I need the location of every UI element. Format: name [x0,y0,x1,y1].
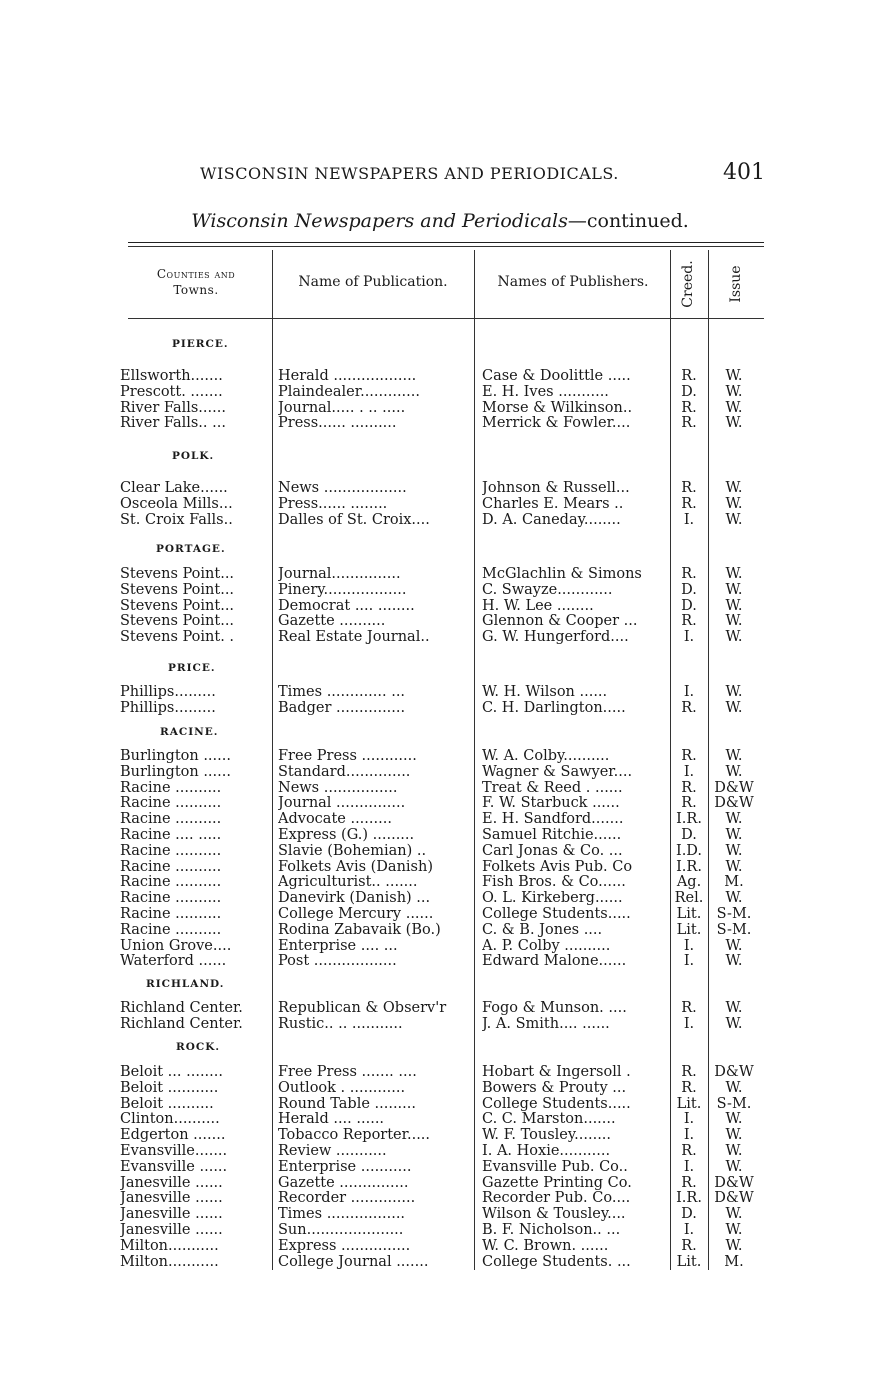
publication-cell: Standard.............. [278,763,411,780]
issue-cell: W. [725,890,743,907]
creed-cell: R. [681,1079,697,1096]
publication-cell: Times ............. ... [278,684,406,700]
issue-cell: D&W [714,795,754,812]
creed-cell: D. [681,827,697,843]
table-row [0,874,884,890]
table-row [0,1143,884,1159]
publication-cell: Times ................. [278,1206,406,1223]
table-row [0,1159,884,1175]
publisher-cell: Glennon & Cooper ... [482,613,638,630]
table-row [0,953,884,969]
publication-cell: Plaindealer............. [278,383,420,400]
issue-cell: W. [725,763,743,780]
town-cell: Beloit ........... [120,1079,219,1096]
table-row [0,684,884,700]
issue-cell: W. [725,937,743,954]
publisher-cell: Evansville Pub. Co.. [482,1158,628,1175]
publication-cell: Gazette ............... [278,1174,409,1191]
table-row [0,906,884,922]
table-row [0,1238,884,1254]
section-label: PIERCE. [172,338,229,350]
subtitle-suffix: —continued. [567,210,689,232]
town-cell: Phillips......... [120,684,216,700]
table-row [0,1175,884,1191]
town-cell: Phillips......... [120,699,216,716]
publication-cell: Journal..... . .. ..... [278,399,406,416]
table-row [0,843,884,859]
issue-cell: W. [725,1015,743,1032]
town-cell: Waterford ...... [120,953,227,970]
publication-cell: News ................ [278,779,398,796]
section-label: PRICE. [168,662,216,674]
town-cell: Janesville ...... [120,1206,223,1223]
publication-cell: Round Table ......... [278,1095,416,1112]
issue-cell: M. [724,1253,744,1270]
town-cell: Stevens Point... [120,566,235,582]
publication-cell: Folkets Avis (Danish) [278,858,433,875]
section-label: RICHLAND. [146,978,225,990]
table-row [0,1127,884,1143]
issue-cell: W. [725,415,743,432]
town-cell: River Falls.. ... [120,415,226,432]
creed-cell: I. [683,953,695,970]
publication-cell: News .................. [278,480,407,496]
town-cell: Racine .......... [120,858,222,875]
publisher-cell: McGlachlin & Simons [482,566,642,582]
publisher-cell: C. & B. Jones .... [482,921,603,938]
publication-cell: Real Estate Journal.. [278,629,430,646]
creed-cell: Rel. [674,890,704,907]
table-row [0,1080,884,1096]
issue-cell: W. [725,684,743,700]
publication-cell: Enterprise ........... [278,1158,412,1175]
publisher-cell: Wagner & Sawyer.... [482,763,633,780]
publisher-cell: H. W. Lee ........ [482,597,594,614]
publisher-cell: W. F. Tousley........ [482,1127,612,1144]
creed-cell: R. [681,1174,697,1191]
table-row [0,922,884,938]
publisher-cell: Morse & Wilkinson.. [482,399,633,416]
publication-cell: Review ........... [278,1143,387,1159]
issue-cell: W. [725,1222,743,1238]
publisher-cell: Wilson & Tousley.... [482,1206,626,1223]
issue-cell: W. [725,1079,743,1096]
header-counties-line2: Towns. [173,283,219,297]
publisher-cell: Hobart & Ingersoll . [482,1064,631,1080]
publisher-cell: C. H. Darlington..... [482,699,626,716]
creed-cell: R. [681,368,697,384]
publication-cell: Advocate ......... [278,811,392,828]
publication-cell: Outlook . ............ [278,1079,406,1096]
table-row [0,496,884,512]
publication-cell: Journal ............... [278,795,406,812]
issue-cell: W. [725,748,743,764]
creed-cell: R. [681,779,697,796]
town-cell: Stevens Point... [120,581,235,598]
creed-cell: I. [683,1158,695,1175]
header-rule [128,318,764,319]
creed-cell: D. [681,383,697,400]
creed-cell: R. [681,495,697,512]
publication-cell: Enterprise .... ... [278,937,398,954]
issue-cell: W. [725,858,743,875]
creed-cell: R. [681,480,697,496]
issue-cell: W. [725,1158,743,1175]
issue-cell: W. [725,581,743,598]
section-label: POLK. [172,450,215,462]
publisher-cell: D. A. Caneday........ [482,511,621,528]
issue-cell: W. [725,1111,743,1128]
creed-cell: I. [683,1111,695,1128]
creed-cell: I. [683,937,695,954]
creed-cell: I. [683,629,695,646]
town-cell: Evansville....... [120,1143,228,1159]
town-cell: Milton........... [120,1237,219,1254]
table-row [0,582,884,598]
issue-cell: S-M. [716,921,752,938]
creed-cell: Lit. [676,1253,702,1270]
publisher-cell: Charles E. Mears .. [482,495,624,512]
creed-cell: I. [683,1222,695,1238]
publisher-cell: Johnson & Russell... [482,480,630,496]
publication-cell: Free Press ....... .... [278,1064,417,1080]
publisher-cell: W. C. Brown. ...... [482,1237,609,1254]
publisher-cell: College Students. ... [482,1253,631,1270]
issue-cell: W. [725,511,743,528]
table-row [0,415,884,431]
town-cell: Richland Center. [120,1000,243,1016]
creed-cell: I.R. [676,811,702,828]
creed-cell: R. [681,795,697,812]
town-cell: Janesville ...... [120,1190,223,1207]
table-row [0,598,884,614]
town-cell: Osceola Mills... [120,495,233,512]
town-cell: Racine .......... [120,874,222,891]
publisher-cell: Edward Malone...... [482,953,627,970]
publisher-cell: E. H. Ives ........... [482,383,609,400]
town-cell: Racine .......... [120,779,222,796]
issue-cell: M. [724,874,744,891]
publication-cell: Herald .................. [278,368,417,384]
publisher-cell: F. W. Starbuck ...... [482,795,620,812]
town-cell: Racine .......... [120,921,222,938]
publication-cell: Free Press ............ [278,748,417,764]
publication-cell: Tobacco Reporter..... [278,1127,431,1144]
publisher-cell: Fish Bros. & Co...... [482,874,626,891]
issue-cell: W. [725,1143,743,1159]
table-row [0,1190,884,1206]
town-cell: Richland Center. [120,1015,243,1032]
issue-cell: W. [725,495,743,512]
town-cell: Evansville ...... [120,1158,228,1175]
creed-cell: Lit. [676,921,702,938]
issue-cell: D&W [714,779,754,796]
creed-cell: I. [683,1127,695,1144]
publication-cell: Democrat .... ........ [278,597,415,614]
creed-cell: D. [681,597,697,614]
table-row [0,1254,884,1270]
table-row [0,859,884,875]
town-cell: Ellsworth....... [120,368,223,384]
creed-cell: R. [681,1237,697,1254]
creed-cell: I. [683,684,695,700]
publication-cell: Rodina Zabavaik (Bo.) [278,921,441,938]
publication-cell: Pinery.................. [278,581,407,598]
page-number: 401 [723,160,765,185]
creed-cell: Lit. [676,906,702,922]
creed-cell: D. [681,1206,697,1223]
issue-cell: W. [725,842,743,859]
table-row [0,1111,884,1127]
table-row [0,700,884,716]
town-cell: River Falls...... [120,399,226,416]
creed-cell: R. [681,699,697,716]
creed-cell: R. [681,399,697,416]
publication-cell: Press...... ........ [278,495,388,512]
issue-cell: W. [725,597,743,614]
publisher-cell: Carl Jonas & Co. ... [482,842,623,859]
issue-cell: W. [725,827,743,843]
table-row [0,938,884,954]
top-rule [128,242,764,243]
publication-cell: College Mercury ...... [278,906,434,922]
town-cell: Burlington ...... [120,763,231,780]
creed-cell: I.R. [676,1190,702,1207]
town-cell: Racine .......... [120,906,222,922]
town-cell: Edgerton ....... [120,1127,226,1144]
publisher-cell: College Students..... [482,906,631,922]
publication-cell: Slavie (Bohemian) .. [278,842,427,859]
creed-cell: I. [683,763,695,780]
issue-cell: W. [725,1000,743,1016]
table-row [0,811,884,827]
publisher-cell: Samuel Ritchie...... [482,827,622,843]
publisher-cell: College Students..... [482,1095,631,1112]
publication-cell: Danevirk (Danish) ... [278,890,431,907]
running-title: WISCONSIN NEWSPAPERS AND PERIODICALS. [200,164,619,183]
publication-cell: Herald .... ...... [278,1111,385,1128]
creed-cell: I. [683,1015,695,1032]
issue-cell: W. [725,629,743,646]
town-cell: Beloit .......... [120,1095,214,1112]
publisher-cell: Folkets Avis Pub. Co [482,858,633,875]
town-cell: St. Croix Falls.. [120,511,233,528]
issue-cell: W. [725,566,743,582]
town-cell: Stevens Point... [120,597,235,614]
publication-cell: Recorder .............. [278,1190,416,1207]
publisher-cell: Recorder Pub. Co.... [482,1190,631,1207]
publication-cell: Rustic.. .. ........... [278,1015,403,1032]
issue-cell: W. [725,1237,743,1254]
publisher-cell: Fogo & Munson. .... [482,1000,627,1016]
issue-cell: W. [725,480,743,496]
header-publishers: Names of Publishers. [497,274,649,290]
top-rule-thin [128,246,764,247]
town-cell: Beloit ... ........ [120,1064,223,1080]
creed-cell: Ag. [676,874,702,891]
table-row [0,890,884,906]
town-cell: Burlington ...... [120,748,231,764]
issue-cell: W. [725,699,743,716]
town-cell: Racine .... ..... [120,827,222,843]
publisher-cell: G. W. Hungerford.... [482,629,629,646]
table-row [0,1000,884,1016]
publisher-cell: Bowers & Prouty ... [482,1079,627,1096]
issue-cell: W. [725,1206,743,1223]
creed-cell: R. [681,613,697,630]
table-row [0,764,884,780]
town-cell: Racine .......... [120,842,222,859]
creed-cell: Lit. [676,1095,702,1112]
header-counties [124,266,268,298]
town-cell: Racine .......... [120,890,222,907]
publication-cell: Dalles of St. Croix.... [278,511,430,528]
table-row [0,629,884,645]
section-label: RACINE. [160,726,219,738]
creed-cell: I.R. [676,858,702,875]
publisher-cell: Merrick & Fowler.... [482,415,631,432]
issue-cell: W. [725,613,743,630]
town-cell: Stevens Point... [120,613,235,630]
issue-cell: D&W [714,1064,754,1080]
publication-cell: College Journal ....... [278,1253,429,1270]
publication-cell: Express ............... [278,1237,411,1254]
creed-cell: R. [681,415,697,432]
issue-cell: D&W [714,1190,754,1207]
header-creed: Creed. [680,260,696,308]
town-cell: Union Grove.... [120,937,232,954]
issue-cell: W. [725,953,743,970]
header-issue: Issue [728,265,744,303]
publisher-cell: W. A. Colby.......... [482,748,610,764]
creed-cell: I. [683,511,695,528]
issue-cell: S-M. [716,906,752,922]
town-cell: Janesville ...... [120,1174,223,1191]
publication-cell: Sun..................... [278,1222,404,1238]
town-cell: Stevens Point. . [120,629,235,646]
publication-cell: Badger ............... [278,699,406,716]
publisher-cell: C. C. Marston....... [482,1111,616,1128]
town-cell: Racine .......... [120,811,222,828]
issue-cell: D&W [714,1174,754,1191]
running-head [200,160,765,190]
table-row [0,1206,884,1222]
town-cell: Clear Lake...... [120,480,228,496]
town-cell: Clinton.......... [120,1111,220,1128]
publication-cell: Post .................. [278,953,397,970]
table-row [0,480,884,496]
publisher-cell: W. H. Wilson ...... [482,684,608,700]
creed-cell: R. [681,748,697,764]
section-label: PORTAGE. [156,543,226,555]
table-row [0,1064,884,1080]
table-row [0,795,884,811]
town-cell: Milton........... [120,1253,219,1270]
table-row [0,748,884,764]
table-row [0,1016,884,1032]
table-row [0,827,884,843]
publication-cell: Express (G.) ......... [278,827,415,843]
publisher-cell: J. A. Smith.... ...... [482,1015,610,1032]
table-row [0,512,884,528]
table-row [0,1222,884,1238]
town-cell: Janesville ...... [120,1222,223,1238]
creed-cell: R. [681,1000,697,1016]
table-row [0,384,884,400]
town-cell: Racine .......... [120,795,222,812]
issue-cell: W. [725,399,743,416]
publisher-cell: C. Swayze............ [482,581,613,598]
creed-cell: D. [681,581,697,598]
issue-cell: W. [725,383,743,400]
table-row [0,780,884,796]
section-label: ROCK. [176,1041,221,1053]
header-counties-line1: Counties and [156,267,236,281]
issue-cell: W. [725,1127,743,1144]
table-row [0,566,884,582]
town-cell: Prescott. ....... [120,383,223,400]
publication-cell: Agriculturist.. ....... [278,874,418,891]
table-row [0,400,884,416]
table-row [0,613,884,629]
subtitle-italic: Wisconsin Newspapers and Periodicals [191,210,568,232]
table-row [0,1096,884,1112]
issue-cell: W. [725,368,743,384]
publisher-cell: B. F. Nicholson.. ... [482,1222,621,1238]
issue-cell: W. [725,811,743,828]
publication-cell: Press...... .......... [278,415,397,432]
issue-cell: S-M. [716,1095,752,1112]
creed-cell: R. [681,1064,697,1080]
creed-cell: I.D. [675,842,703,859]
publisher-cell: Case & Doolittle ..... [482,368,631,384]
table-subtitle [150,210,730,232]
creed-cell: R. [681,566,697,582]
publisher-cell: Gazette Printing Co. [482,1174,632,1191]
publisher-cell: E. H. Sandford....... [482,811,624,828]
publisher-cell: Treat & Reed . ...... [482,779,623,796]
publisher-cell: A. P. Colby .......... [482,937,611,954]
publisher-cell: I. A. Hoxie........... [482,1143,611,1159]
publication-cell: Republican & Observ'r [278,1000,447,1016]
publisher-cell: O. L. Kirkeberg...... [482,890,623,907]
publication-cell: Journal............... [278,566,401,582]
creed-cell: R. [681,1143,697,1159]
header-publication: Name of Publication. [298,274,448,290]
publication-cell: Gazette .......... [278,613,386,630]
table-row [0,368,884,384]
